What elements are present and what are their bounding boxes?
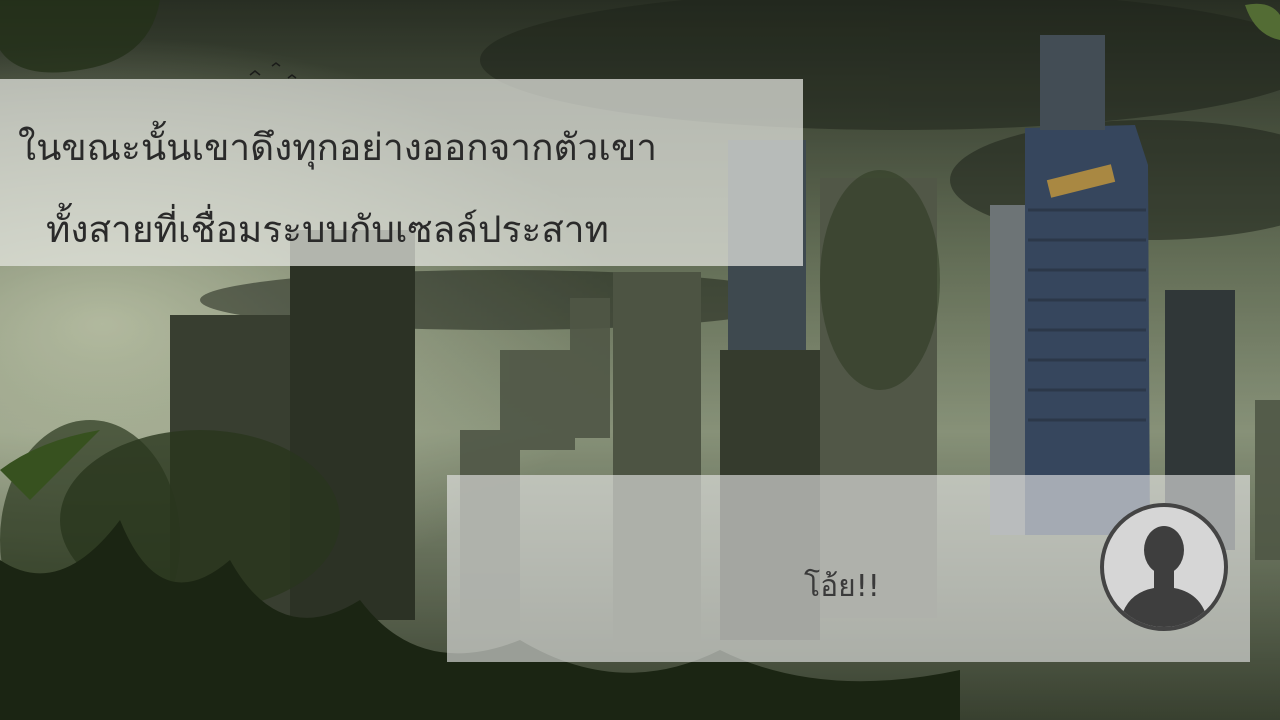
dialogue-text: โอ้ย!! xyxy=(804,569,880,604)
person-silhouette-icon xyxy=(1099,502,1229,632)
narration-line-2: ทั้งสายที่เชื่อมระบบกับเซลล์ประสาท xyxy=(46,208,609,251)
narration-line-1: ในขณะนั้นเขาดึงทุกอย่างออกจากตัวเขา xyxy=(18,126,658,169)
